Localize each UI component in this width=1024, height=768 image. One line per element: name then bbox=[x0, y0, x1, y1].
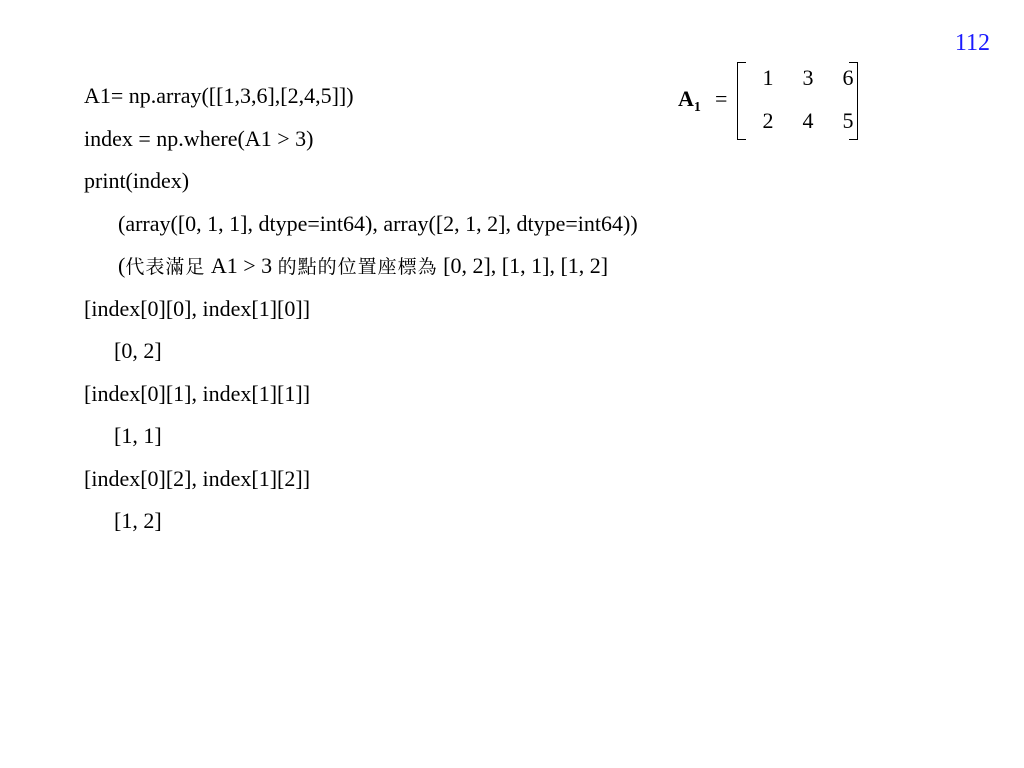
equals-sign: = bbox=[715, 86, 728, 111]
matrix-cell: 3 bbox=[802, 65, 814, 90]
output-line: (array([0, 1, 1], dtype=int64), array([2, 1, 2], dtype=int64)) bbox=[118, 210, 638, 236]
matrix-label bbox=[678, 86, 701, 115]
code-line: index = np.where(A1 > 3) bbox=[84, 125, 314, 151]
page-number: 112 bbox=[954, 30, 990, 56]
explanation-mid: A1 > 3 bbox=[205, 253, 278, 278]
matrix-cell: 6 bbox=[842, 65, 854, 90]
code-line: [index[0][1], index[1][1]] bbox=[84, 380, 311, 406]
code-line: [index[0][2], index[1][2]] bbox=[84, 465, 311, 491]
matrix-cell: 5 bbox=[842, 108, 854, 133]
explanation-cjk-2: 的點的位置座標為 bbox=[277, 256, 438, 278]
explanation-suffix: [0, 2], [1, 1], [1, 2] bbox=[437, 253, 609, 278]
code-block bbox=[84, 78, 638, 546]
matrix-cell: 2 bbox=[762, 108, 774, 133]
matrix-cell: 1 bbox=[762, 65, 774, 90]
output-line: [0, 2] bbox=[114, 338, 162, 363]
code-line: [index[0][0], index[1][0]] bbox=[84, 295, 311, 321]
matrix-name: A bbox=[678, 86, 694, 111]
explanation-line bbox=[84, 248, 638, 291]
matrix-subscript: 1 bbox=[693, 100, 701, 115]
explanation-prefix: ( bbox=[118, 253, 126, 278]
output-line: [1, 2] bbox=[114, 508, 162, 533]
explanation-cjk-1: 代表滿足 bbox=[125, 256, 206, 278]
code-line: A1= np.array([[1,3,6],[2,4,5]]) bbox=[84, 83, 354, 108]
matrix-cell: 4 bbox=[802, 108, 814, 133]
code-line: print(index) bbox=[84, 168, 190, 193]
right-bracket bbox=[849, 62, 858, 140]
output-line: [1, 1] bbox=[114, 423, 162, 448]
left-bracket bbox=[737, 62, 746, 140]
